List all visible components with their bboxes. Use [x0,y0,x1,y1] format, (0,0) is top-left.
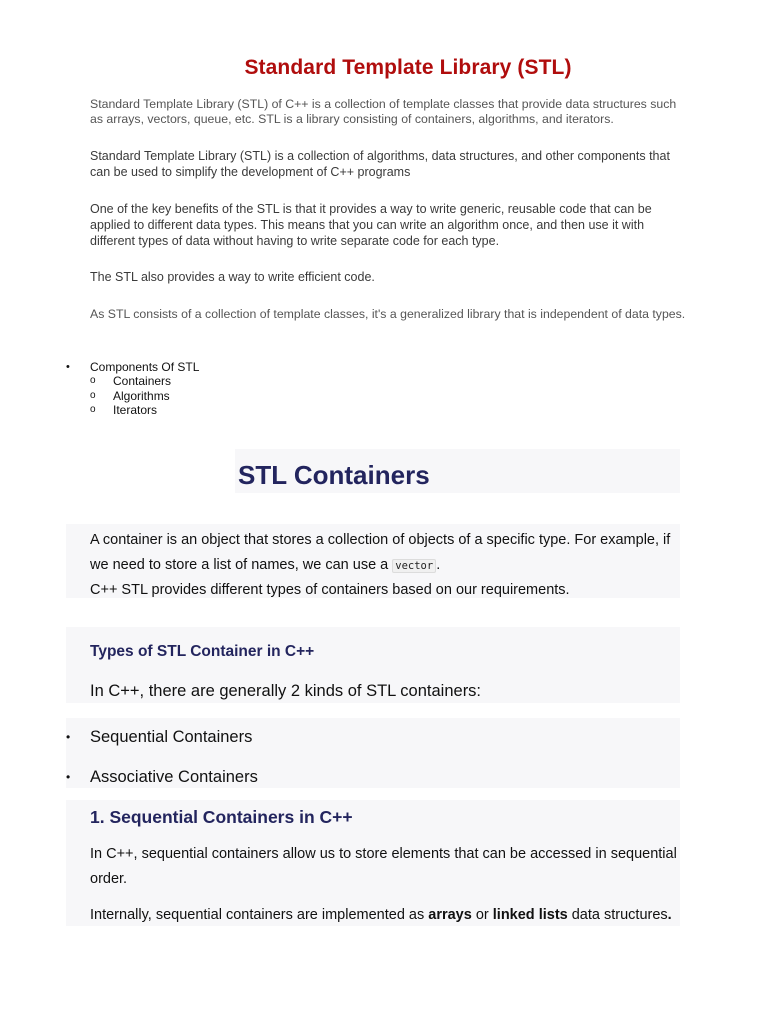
bullet-icon: • [66,361,70,373]
linked-lists-term: linked lists [492,907,568,923]
arrays-term: arrays [428,907,472,923]
vector-code: vector [392,559,436,573]
sequential-containers-item: Sequential Containers [90,728,253,746]
bullet-icon: • [66,730,71,744]
containers-intro-text: A container is an object that stores a collection of objects of a specific type. For example, if we need to store a list of names, we can use a [90,532,671,573]
types-text: In C++, there are generally 2 kinds of STL containers: [90,682,482,700]
sequential-paragraph-2-text: Internally, sequential containers are implemented as [90,907,429,923]
stl-containers-heading: STL Containers [238,460,430,490]
sequential-paragraph-2-end: data structures [567,907,668,923]
containers-intro-end: . [436,556,441,573]
intro-paragraph-3: One of the key benefits of the STL is that it provides a way to write generic, reusable code that can be applied to different data types. This means that you can write an algorithm once, and then use it with different types of data without having to write separate code for each type. [90,202,652,248]
circle-bullet-icon: o [90,389,96,401]
sequential-heading: 1. Sequential Containers in C++ [90,807,353,827]
intro-paragraph-4: The STL also provides a way to write efficient code. [90,270,375,284]
sequential-paragraph-2-or: or [471,907,493,923]
intro-paragraph-1: Standard Template Library (STL) of C++ is a collection of template classes that provide data structures such as arrays, vectors, queue, etc. STL is a library consisting of containers, algorithms, and iterators. [90,97,677,126]
components-label: Components Of STL [90,360,200,374]
sequential-paragraph-1: In C++, sequential containers allow us to store elements that can be accessed in sequential order. [90,846,677,887]
bullet-icon: • [66,770,71,784]
intro-paragraph-2: Standard Template Library (STL) is a collection of algorithms, data structures, and other components that can be used to simplify the development of C++ programs [90,149,670,179]
intro-paragraph-5: As STL consists of a collection of template classes, it's a generalized library that is independent of data types. [90,307,686,321]
page-title: Standard Template Library (STL) [244,56,572,79]
sequential-paragraph-2 [90,903,680,928]
containers-intro [90,528,680,603]
circle-bullet-icon: o [90,403,96,415]
sequential-paragraph-2-period: . [667,907,672,923]
component-item-iterators: Iterators [113,402,158,417]
component-item-algorithms: Algorithms [113,388,170,403]
containers-intro-line2: C++ STL provides different types of containers based on our requirements. [90,582,570,598]
circle-bullet-icon: o [90,375,96,387]
associative-containers-item: Associative Containers [90,768,258,786]
component-item-containers: Containers [113,374,172,389]
types-heading: Types of STL Container in C++ [90,643,315,660]
